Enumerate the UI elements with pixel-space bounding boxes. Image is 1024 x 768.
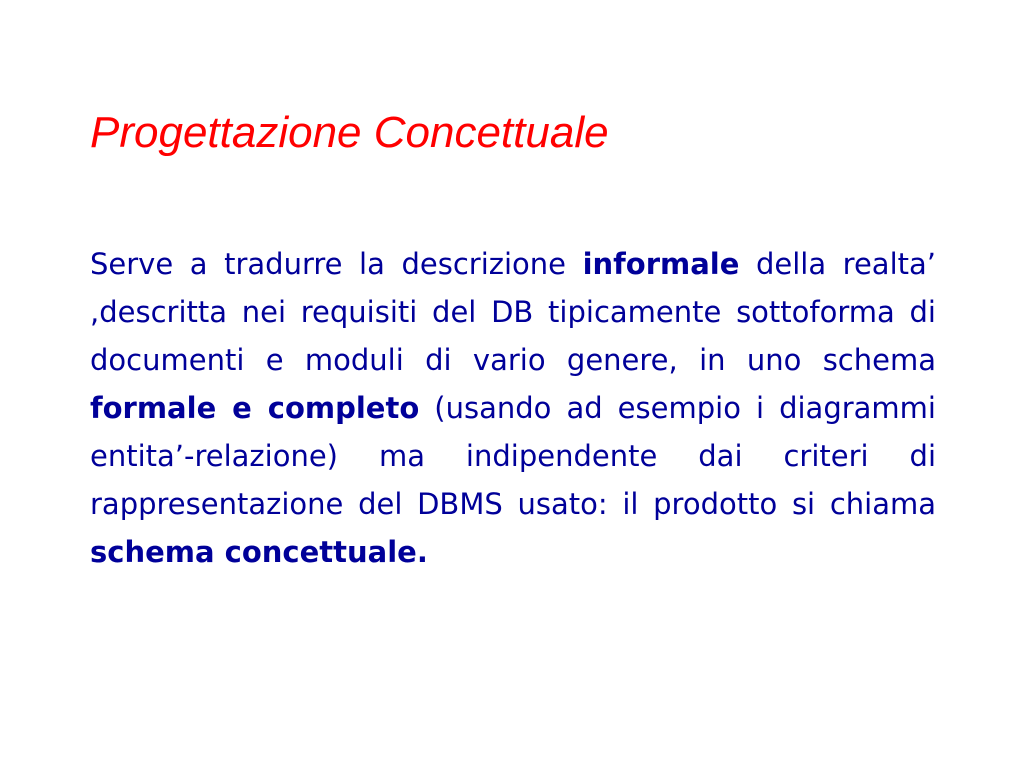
- slide-paragraph: [90, 240, 936, 576]
- bold-term-schema-concettuale: schema concettuale.: [90, 535, 428, 569]
- bold-term-formale-completo: formale e completo: [90, 391, 420, 425]
- paragraph-text-part-1: Serve a tradurre la descrizione: [90, 247, 583, 281]
- paragraph-text-part-3: (usando ad esempio i diagrammi entita’-relazione) ma indipendente dai criteri di rappresentazione del DBMS usato: il prodotto si chiama: [90, 391, 936, 521]
- slide-title: Progettazione Concettuale: [90, 108, 609, 157]
- bold-term-informale: informale: [582, 247, 740, 281]
- paragraph-text-part-2: della realta’ ,descritta nei requisiti del DB tipicamente sottoforma di documenti e moduli di vario genere, in uno schema: [90, 247, 936, 377]
